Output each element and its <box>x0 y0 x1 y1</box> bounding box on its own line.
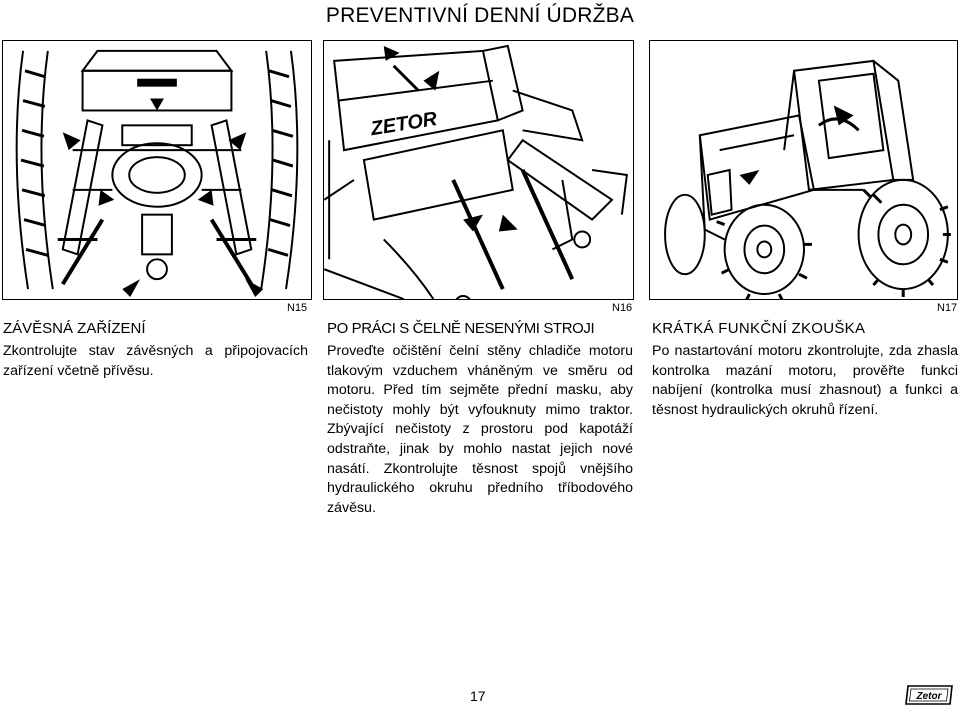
page-title: PREVENTIVNÍ DENNÍ ÚDRŽBA <box>325 4 635 27</box>
zetor-logo-text: Zetor <box>916 691 942 702</box>
page-number: 17 <box>470 688 486 704</box>
front-loader-illustration <box>323 40 634 300</box>
front-loader-drawing <box>324 41 633 299</box>
figure-code-n15: N15 <box>287 302 308 314</box>
front-mask-brand-label: ZETOR <box>369 108 439 141</box>
section-title-function-test: KRÁTKÁ FUNKČNÍ ZKOUŠKA <box>652 320 866 337</box>
zetor-logo-mark <box>902 684 956 706</box>
figure-code-n16: N16 <box>612 302 633 314</box>
section-body-front-loader: Proveďte očištění čelní stěny chladiče motoru tlakovým vzduchem vháněným ve směru od motoru. Před tím sejměte přední masku, aby nečistoty mohly být vyfouknuty mimo traktor. Zbývající nečistoty z prostoru pod kapotáží odstraňte, jinak by mohlo nastat jejich nové nasátí. Zkontrolujte těsnost spojů vnějšího hydraulického okruhu předního tříbodového závěsu. <box>327 343 633 516</box>
section-body-hitch: Zkontrolujte stav závěsných a připojovacích zařízení včetně přívěsu. <box>3 343 308 379</box>
zetor-logo <box>902 684 956 706</box>
section-title-front-loader: PO PRÁCI S ČELNĚ NESENÝMI STROJI <box>327 320 595 337</box>
rear-hitch-drawing <box>3 41 311 299</box>
rear-hitch-illustration <box>2 40 312 300</box>
section-body-function-test: Po nastartování motoru zkontrolujte, zda zhasla kontrolka mazání motoru, prověřte funkci nabíjení (kontrolka musí zhasnout) a funkci a těsnost hydraulických okruhů řízení. <box>652 343 958 418</box>
tractor-cab-drawing <box>650 41 957 299</box>
section-title-hitch: ZÁVĚSNÁ ZAŘÍZENÍ <box>3 320 146 337</box>
tractor-cab-illustration <box>649 40 958 300</box>
figure-code-n17: N17 <box>937 302 958 314</box>
